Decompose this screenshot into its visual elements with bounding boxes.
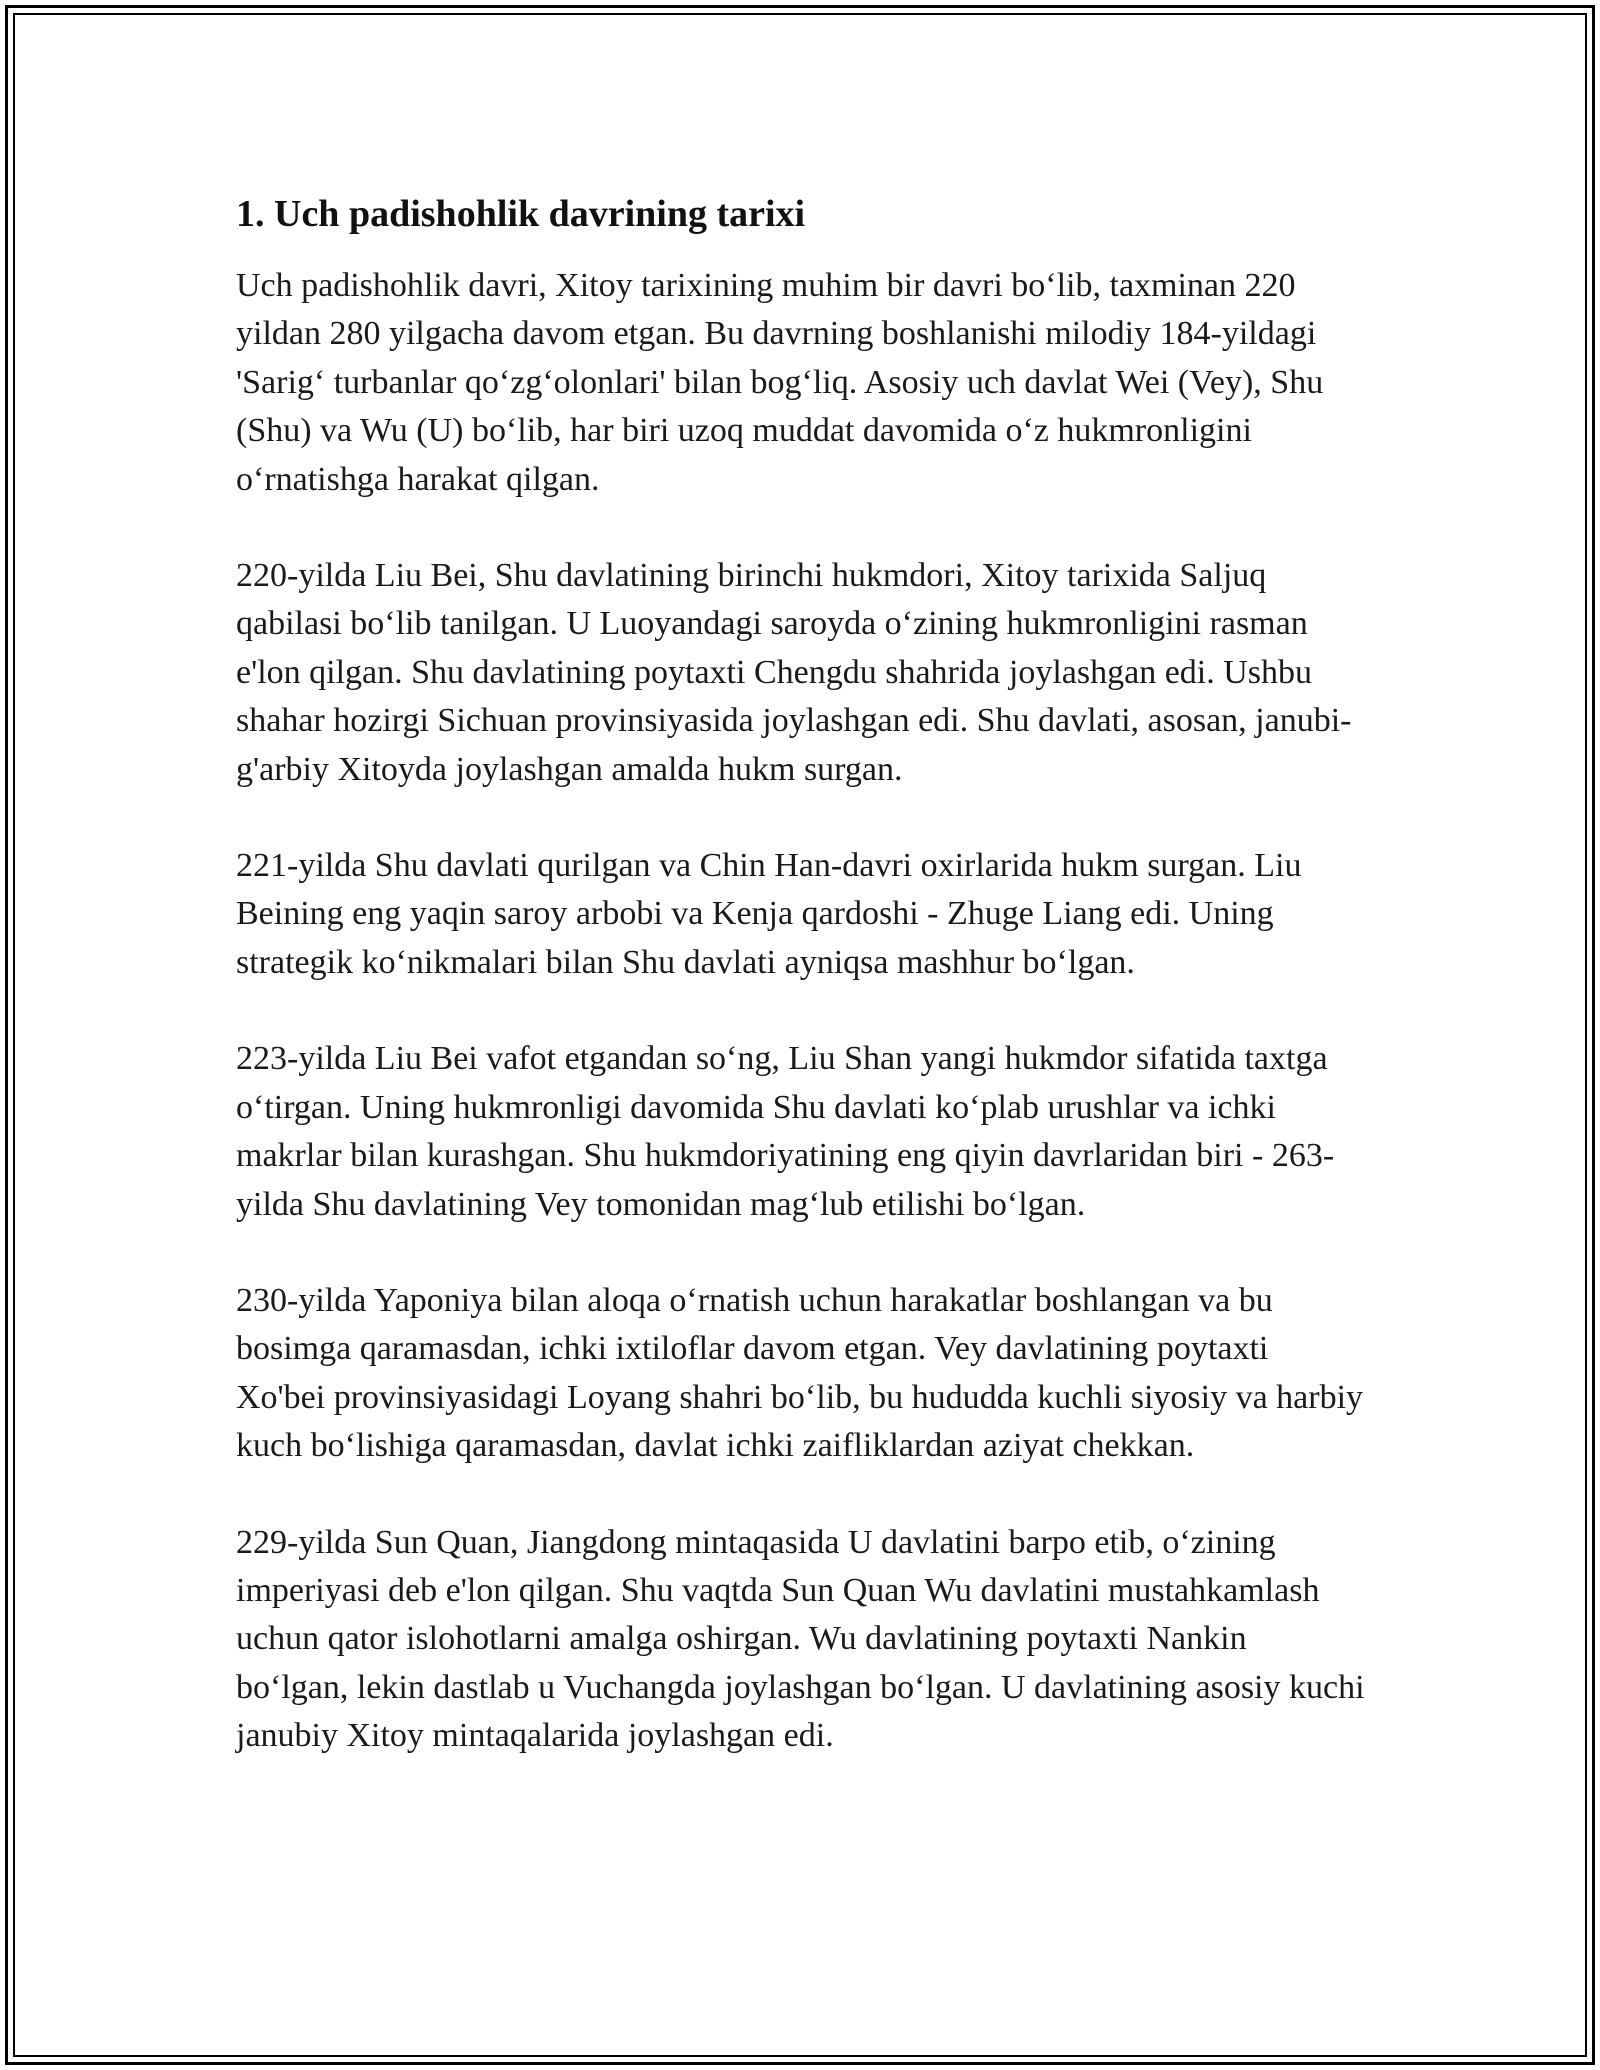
paragraph-intro: Uch padishohlik davri, Xitoy tarixining muhim bir davri bo‘lib, taxminan 220 yildan 280 yilgacha davom etgan. Bu davrning boshlanishi milodiy 184-yildagi 'Sarig‘ turbanlar qo‘zg‘olonlari' bilan bog‘liq. Asosiy uch davlat Wei (Vey), Shu (Shu) va Wu (U) bo‘lib, har biri uzoq muddat davomida o‘z hukmronligini o‘rnatishga harakat qilgan. (236, 267, 1324, 498)
document-body (236, 190, 1366, 1809)
section-title: 1. Uch padishohlik davrining tarixi (236, 193, 806, 235)
paragraph-229: 229-yilda Sun Quan, Jiangdong mintaqasida U davlatini barpo etib, o‘zining imperiyasi deb e'lon qilgan. Shu vaqtda Sun Quan Wu davlatini mustahkamlash uchun qator islohotlarni amalga oshirgan. Wu davlatining poytaxti Nankin bo‘lgan, lekin dastlab u Vuchangda joylashgan bo‘lgan. U davlatining asosiy kuchi janubiy Xitoy mintaqalarida joylashgan edi. (236, 1523, 1365, 1755)
paragraph-230: 230-yilda Yaponiya bilan aloqa o‘rnatish uchun harakatlar boshlangan va bu bosimga qaramasdan, ichki ixtiloflar davom etgan. Vey davlatining poytaxti Xo'bei provinsiyasidagi Loyang shahri bo‘lib, bu hududda kuchli siyosiy va harbiy kuch bo‘lishiga qaramasdan, davlat ichki zaifliklardan aziyat chekkan. (236, 1281, 1364, 1465)
paragraph-221: 221-yilda Shu davlati qurilgan va Chin Han-davri oxirlarida hukm surgan. Liu Beining eng yaqin saroy arbobi va Kenja qardoshi - Zhuge Liang edi. Uning strategik ko‘nikmalari bilan Shu davlati ayniqsa mashhur bo‘lgan. (236, 847, 1302, 981)
paragraph-223: 223-yilda Liu Bei vafot etgandan so‘ng, Liu Shan yangi hukmdor sifatida taxtga o‘tirgan. Uning hukmronligi davomida Shu davlati ko‘plab urushlar va ichki makrlar bilan kurashgan. Shu hukmdoriyatining eng qiyin davrlaridan biri - 263-yilda Shu davlatining Vey tomonidan mag‘lub etilishi bo‘lgan. (236, 1040, 1335, 1223)
paragraph-220: 220-yilda Liu Bei, Shu davlatining birinchi hukmdori, Xitoy tarixida Saljuq qabilasi bo‘lib tanilgan. U Luoyandagi saroyda o‘zining hukmronligini rasman e'lon qilgan. Shu davlatining poytaxti Chengdu shahrida joylashgan edi. Ushbu shahar hozirgi Sichuan provinsiyasida joylashgan edi. Shu davlati, asosan, janubi-g'arbiy Xitoyda joylashgan amalda hukm surgan. (236, 557, 1352, 788)
